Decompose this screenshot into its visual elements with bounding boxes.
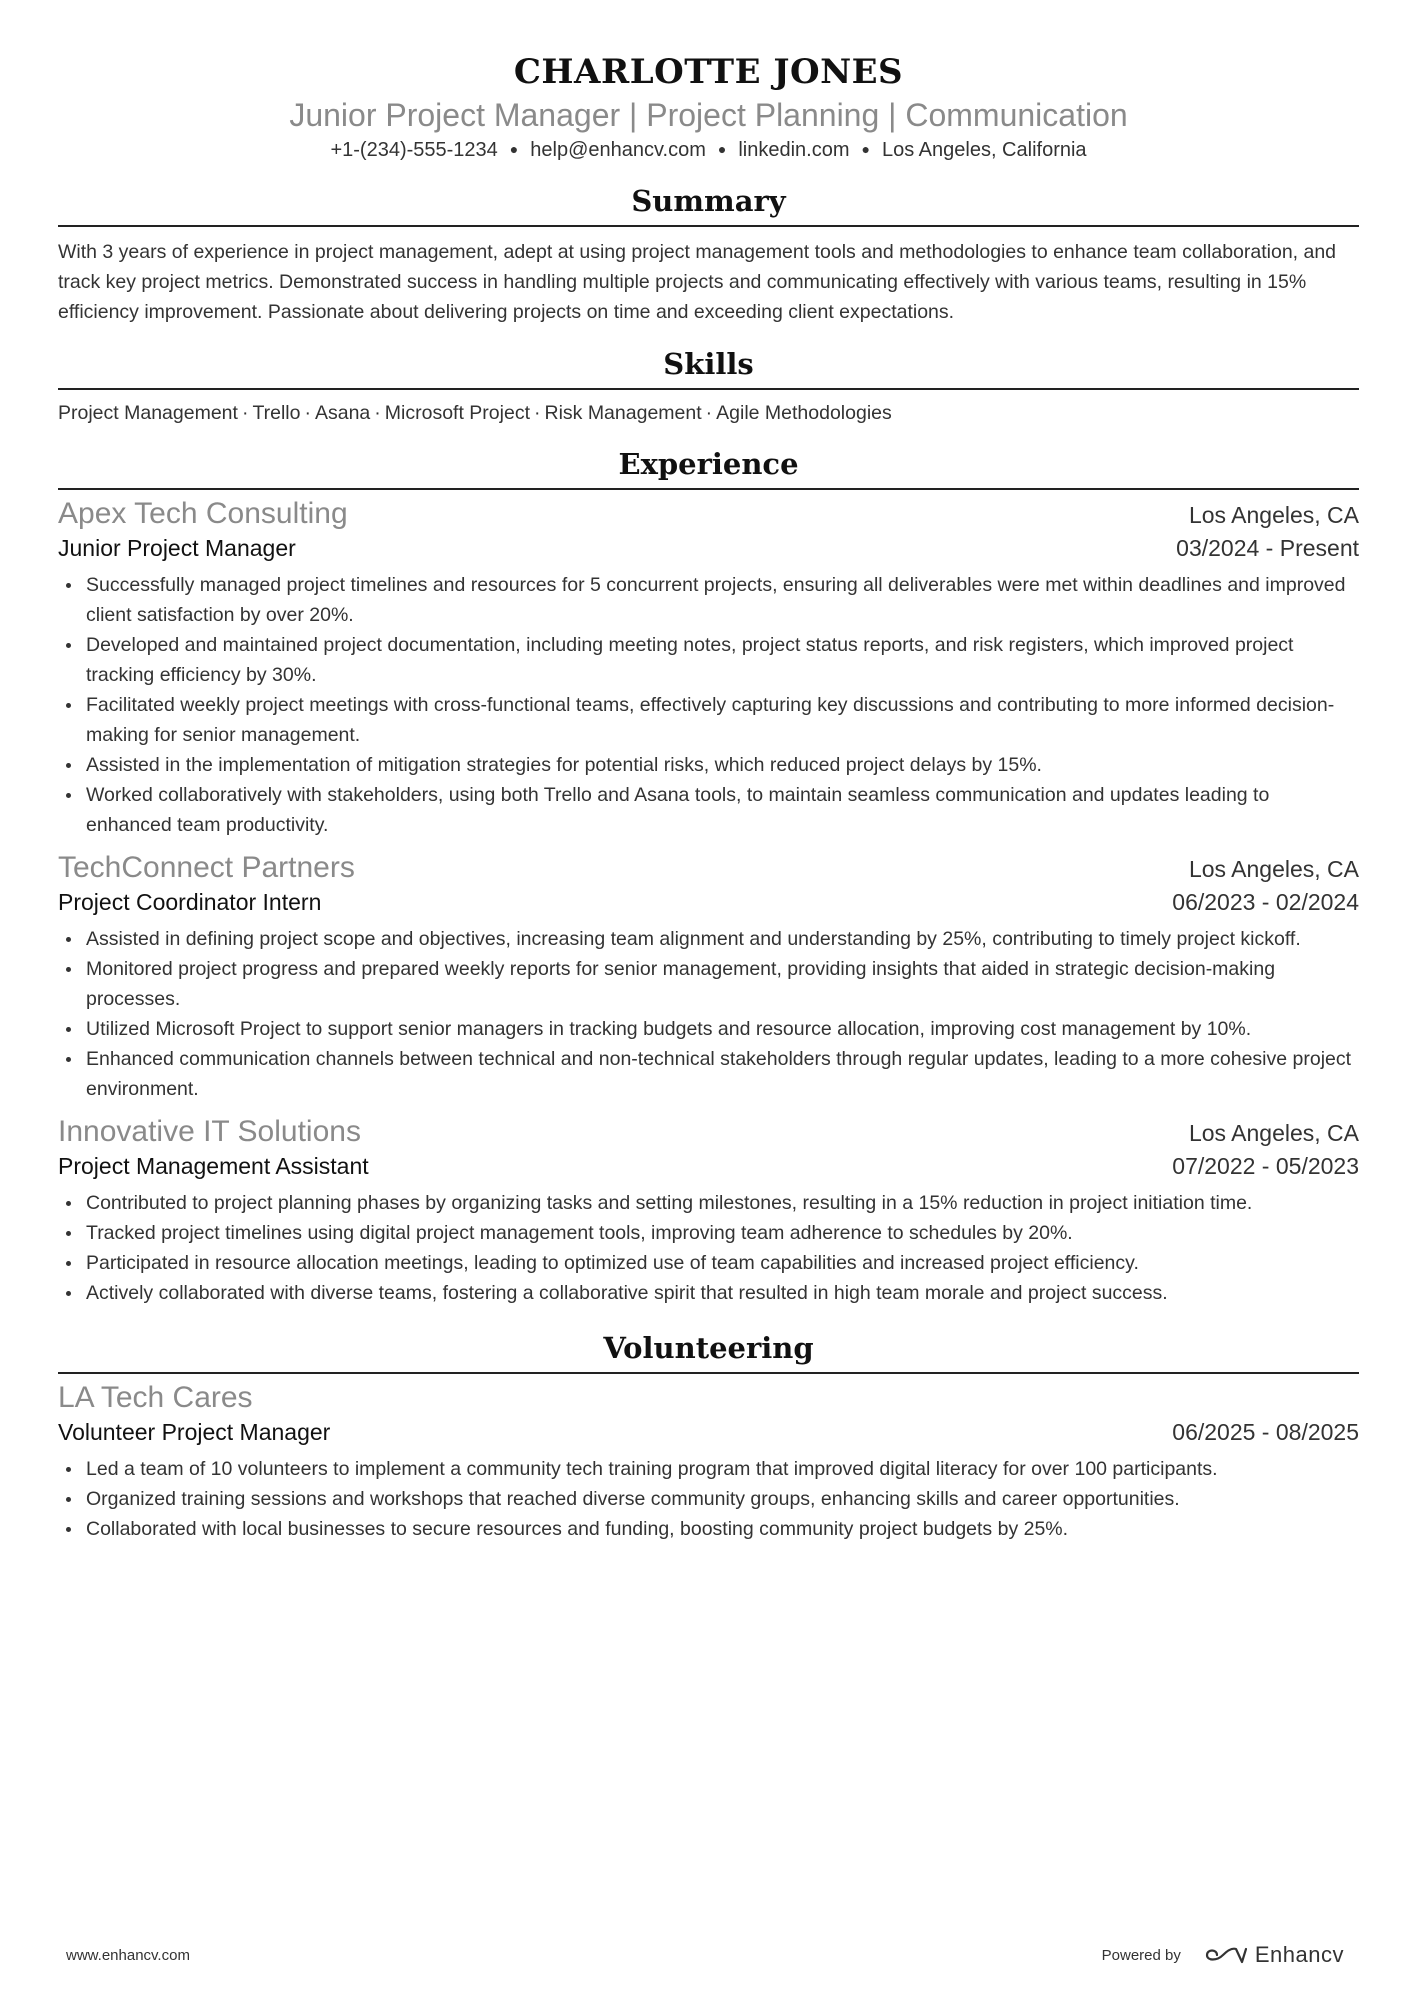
section-divider (58, 225, 1359, 227)
section-title-summary: Summary (631, 184, 786, 218)
volunteering-entry (58, 1380, 1359, 1544)
section-divider (58, 1372, 1359, 1374)
skill-item: Asana (314, 402, 371, 424)
skill-item: Project Management (58, 402, 238, 424)
organization-name: LA Tech Cares (58, 1381, 253, 1414)
section-divider (58, 388, 1359, 390)
achievement-item: Facilitated weekly project meetings with cross-functional teams, effectively capturing key discussions and contributing to more informed decision-making for senior management. (58, 690, 1359, 750)
bullet-separator: ● (717, 141, 727, 157)
skill-separator: · (304, 402, 311, 424)
volunteer-role: Volunteer Project Manager (58, 1419, 331, 1445)
experience-section (58, 446, 1359, 1308)
job-dates: 06/2023 - 02/2024 (1172, 889, 1359, 915)
job-dates: 03/2024 - Present (1176, 535, 1359, 561)
achievement-list (58, 1454, 1359, 1544)
achievement-item: Monitored project progress and prepared weekly reports for senior management, providing insights that aided in strategic decision-making processes. (58, 954, 1359, 1014)
page-footer (66, 1940, 1344, 1970)
achievement-item: Developed and maintained project documentation, including meeting notes, project status reports, and risk registers, which improved project tracking efficiency by 30%. (58, 630, 1359, 690)
enhancv-logo-icon (1203, 1944, 1247, 1966)
email-link[interactable]: help@enhancv.com (530, 139, 706, 161)
achievement-item: Assisted in the implementation of mitigation strategies for potential risks, which reduced project delays by 15%. (58, 750, 1359, 780)
achievement-item: Organized training sessions and workshops that reached diverse community groups, enhancing skills and career opportunities. (58, 1484, 1359, 1514)
bullet-separator: ● (861, 141, 870, 157)
achievement-item: Successfully managed project timelines and resources for 5 concurrent projects, ensuring all deliverables were met within deadlines and improved client satisfaction by over 20%. (58, 570, 1359, 630)
bullet-separator: ● (509, 141, 519, 157)
company-name: TechConnect Partners (58, 851, 355, 884)
achievement-item: Collaborated with local businesses to secure resources and funding, boosting community project budgets by 25%. (58, 1514, 1359, 1544)
skill-separator: · (374, 402, 381, 424)
job-title: Junior Project Manager (58, 535, 296, 561)
achievement-item: Led a team of 10 volunteers to implement a community tech training program that improved digital literacy for over 100 participants. (58, 1454, 1359, 1484)
achievement-item: Utilized Microsoft Project to support senior managers in tracking budgets and resource allocation, improving cost management by 10%. (58, 1014, 1359, 1044)
resume-page (58, 0, 1359, 1544)
summary-section (58, 183, 1359, 327)
company-name: Innovative IT Solutions (58, 1115, 361, 1148)
section-divider (58, 488, 1359, 490)
powered-by-label: Powered by (1101, 1946, 1181, 1964)
footer-branding (1102, 1942, 1344, 1968)
skill-item: Microsoft Project (384, 402, 530, 424)
headline: Junior Project Manager | Project Planning | Communication (289, 97, 1128, 133)
job-title: Project Management Assistant (58, 1153, 369, 1179)
achievement-item: Participated in resource allocation meetings, leading to optimized use of team capabilities and increased project efficiency. (58, 1248, 1359, 1278)
location: Los Angeles, California (881, 139, 1087, 161)
skills-section (58, 346, 1359, 428)
section-title-skills: Skills (663, 347, 754, 381)
experience-entry (58, 850, 1359, 1104)
skill-item: Trello (252, 402, 301, 424)
company-name: Apex Tech Consulting (58, 497, 348, 530)
achievement-item: Actively collaborated with diverse teams, fostering a collaborative spirit that resulted in high team morale and project success. (58, 1278, 1359, 1308)
phone: +1-(234)-555-1234 (330, 139, 498, 161)
achievement-list (58, 924, 1359, 1104)
section-title-volunteering: Volunteering (603, 1331, 814, 1365)
footer-url-link[interactable]: www.enhancv.com (66, 1946, 190, 1964)
contact-line (58, 136, 1359, 163)
experience-entry (58, 496, 1359, 840)
achievement-item: Tracked project timelines using digital project management tools, improving team adherence to schedules by 20%. (58, 1218, 1359, 1248)
job-location: Los Angeles, CA (1188, 856, 1359, 882)
skills-list (58, 398, 1359, 428)
skill-separator: · (241, 402, 249, 424)
enhancv-brand-name: Enhancv (1254, 1942, 1344, 1967)
section-title-experience: Experience (618, 447, 799, 481)
achievement-list (58, 570, 1359, 840)
achievement-item: Worked collaboratively with stakeholders, using both Trello and Asana tools, to maintain seamless communication and updates leading to enhanced team productivity. (58, 780, 1359, 840)
experience-entry (58, 1114, 1359, 1308)
job-title: Project Coordinator Intern (58, 889, 322, 915)
achievement-item: Enhanced communication channels between technical and non-technical stakeholders through regular updates, leading to a more cohesive project environment. (58, 1044, 1359, 1104)
enhancv-brand-link[interactable] (1203, 1942, 1344, 1968)
linkedin-link[interactable]: linkedin.com (738, 139, 850, 161)
job-location: Los Angeles, CA (1188, 502, 1359, 528)
job-dates: 07/2022 - 05/2023 (1172, 1153, 1359, 1179)
summary-text: With 3 years of experience in project management, adept at using project management tools and methodologies to enhance team collaboration, and track key project metrics. Demonstrated success in handling multiple projects and communicating effectively with various teams, resulting in 15% efficiency improvement. Passionate about delivering projects on time and exceeding client expectations. (58, 241, 1337, 323)
skill-item: Risk Management (544, 402, 702, 424)
skill-separator: · (533, 402, 541, 424)
achievement-list (58, 1188, 1359, 1308)
volunteer-dates: 06/2025 - 08/2025 (1172, 1419, 1359, 1445)
skill-item: Agile Methodologies (716, 402, 892, 424)
candidate-name: CHARLOTTE JONES (513, 52, 904, 92)
skill-separator: · (705, 402, 713, 424)
volunteering-section (58, 1330, 1359, 1544)
job-location: Los Angeles, CA (1188, 1120, 1359, 1146)
achievement-item: Assisted in defining project scope and objectives, increasing team alignment and understanding by 25%, contributing to timely project kickoff. (58, 924, 1359, 954)
achievement-item: Contributed to project planning phases by organizing tasks and setting milestones, resulting in a 15% reduction in project initiation time. (58, 1188, 1359, 1218)
